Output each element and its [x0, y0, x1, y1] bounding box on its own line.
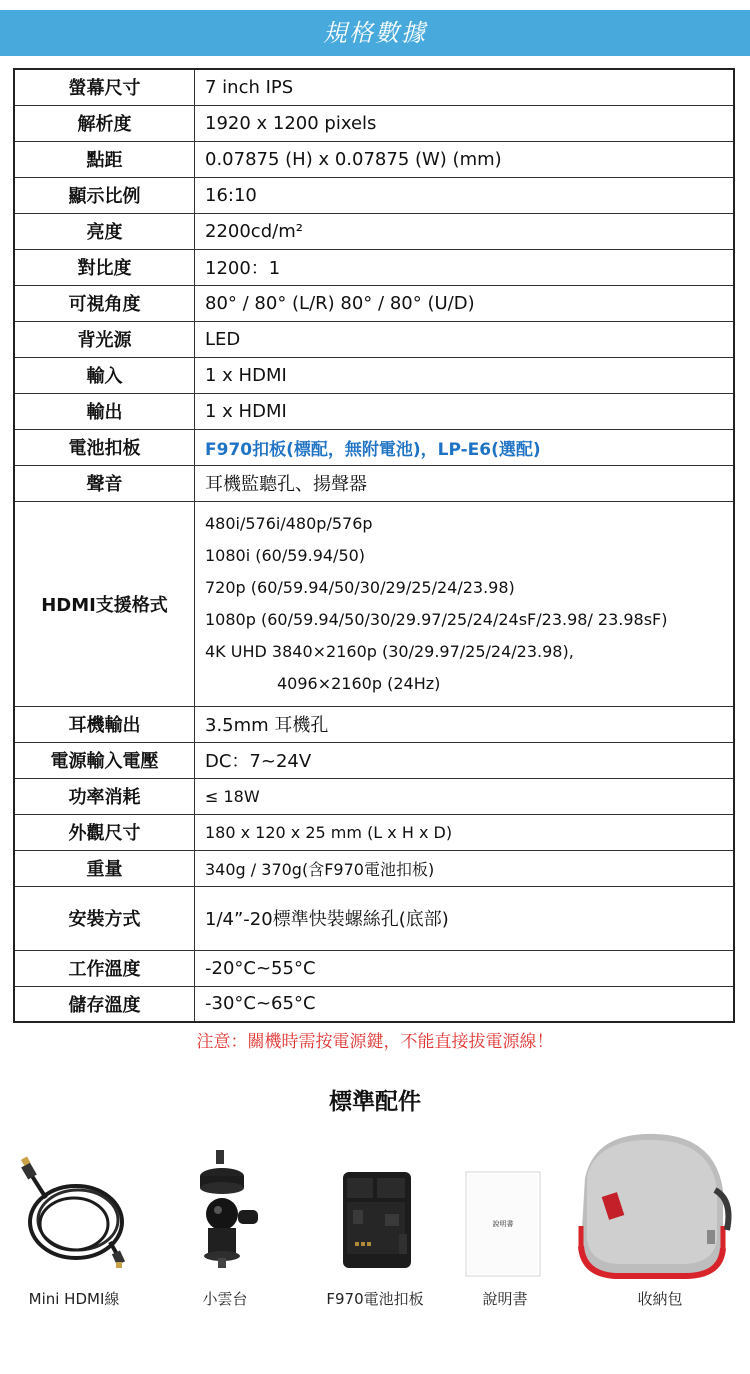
spec-value: DC：7~24V	[195, 742, 735, 778]
cable-icon	[6, 1130, 142, 1280]
page-title: 規格數據	[323, 19, 427, 47]
spec-value: 3.5mm 耳機孔	[195, 706, 735, 742]
spec-label: 解析度	[14, 105, 195, 141]
spec-label: 聲音	[14, 465, 195, 501]
spec-label: 螢幕尺寸	[14, 69, 195, 105]
table-row	[14, 986, 734, 1022]
table-row	[14, 429, 734, 465]
spec-label: 安裝方式	[14, 886, 195, 950]
spec-value: 耳機監聽孔、揚聲器	[195, 465, 735, 501]
accessory-item	[460, 1130, 550, 1310]
accessory-label: 收納包	[637, 1290, 683, 1308]
table-row	[14, 285, 734, 321]
spec-label: 亮度	[14, 213, 195, 249]
spec-value: LED	[195, 321, 735, 357]
spec-value: -30°C~65°C	[195, 986, 735, 1022]
table-row	[14, 69, 734, 105]
spec-value: 80° / 80° (L/R) 80° / 80° (U/D)	[195, 285, 735, 321]
spec-label: 電源輸入電壓	[14, 742, 195, 778]
spec-value: 1920 x 1200 pixels	[195, 105, 735, 141]
spec-label: 功率消耗	[14, 778, 195, 814]
power-notice: 注意：關機時需按電源鍵，不能直接拔電源線！	[196, 1032, 554, 1052]
spec-label: HDMI支援格式	[14, 501, 195, 706]
table-row	[14, 357, 734, 393]
spec-label: 耳機輸出	[14, 706, 195, 742]
hdmi-format-list	[195, 501, 735, 706]
spec-value: 16:10	[195, 177, 735, 213]
spec-label: 背光源	[14, 321, 195, 357]
accessory-item	[6, 1130, 142, 1310]
spec-table	[13, 68, 735, 1023]
spec-label: 對比度	[14, 249, 195, 285]
spec-label: 外觀尺寸	[14, 814, 195, 850]
manual-icon	[460, 1130, 550, 1280]
manual-cover-text: 說明書	[492, 1220, 514, 1228]
battery-plate-icon	[315, 1130, 435, 1280]
spec-value: 2200cd/m²	[195, 213, 735, 249]
hdmi-format: 4096×2160p (24Hz)	[277, 673, 441, 693]
hdmi-format: 4K UHD 3840×2160p (30/29.97/25/24/23.98),	[205, 641, 574, 661]
spec-value: 1 x HDMI	[195, 357, 735, 393]
accessory-label: Mini HDMI線	[28, 1290, 120, 1308]
accessory-label: F970電池扣板	[326, 1290, 424, 1308]
spec-label: 儲存溫度	[14, 986, 195, 1022]
spec-label: 顯示比例	[14, 177, 195, 213]
table-row	[14, 321, 734, 357]
header-banner	[0, 10, 750, 56]
accessory-item	[575, 1130, 745, 1310]
table-row	[14, 393, 734, 429]
spec-value: 7 inch IPS	[195, 69, 735, 105]
spec-label: 點距	[14, 141, 195, 177]
accessory-label: 說明書	[482, 1290, 528, 1308]
spec-value: 180 x 120 x 25 mm (L x H x D)	[195, 814, 735, 850]
spec-label: 電池扣板	[14, 429, 195, 465]
accessory-item	[315, 1130, 435, 1310]
accessory-item	[170, 1130, 280, 1310]
table-row	[14, 177, 734, 213]
spec-value: 0.07875 (H) x 0.07875 (W) (mm)	[195, 141, 735, 177]
table-row	[14, 105, 734, 141]
ball-head-icon	[170, 1130, 280, 1280]
table-row	[14, 141, 734, 177]
table-row	[14, 886, 734, 950]
hdmi-format: 1080p (60/59.94/50/30/29.97/25/24/24sF/23.98/ 23.98sF)	[205, 609, 668, 629]
spec-label: 工作溫度	[14, 950, 195, 986]
table-row	[14, 213, 734, 249]
table-row	[14, 706, 734, 742]
table-row	[14, 465, 734, 501]
hdmi-format: 720p (60/59.94/50/30/29/25/24/23.98)	[205, 577, 515, 597]
spec-value: 1 x HDMI	[195, 393, 735, 429]
spec-value: 340g / 370g(含F970電池扣板)	[195, 850, 735, 886]
accessory-label: 小雲台	[202, 1290, 248, 1308]
table-row	[14, 742, 734, 778]
hdmi-format: 480i/576i/480p/576p	[205, 513, 373, 533]
table-row	[14, 778, 734, 814]
table-row	[14, 814, 734, 850]
hdmi-format: 1080i (60/59.94/50)	[205, 545, 366, 565]
table-row	[14, 501, 734, 706]
table-row	[14, 249, 734, 285]
spec-value: ≤ 18W	[195, 778, 735, 814]
accessories-title: 標準配件	[329, 1089, 421, 1115]
spec-label: 可視角度	[14, 285, 195, 321]
case-icon	[575, 1130, 745, 1280]
spec-value: 1200：1	[195, 249, 735, 285]
spec-value: 1/4”-20標準快裝螺絲孔(底部)	[195, 886, 735, 950]
spec-value: -20°C~55°C	[195, 950, 735, 986]
table-row	[14, 950, 734, 986]
spec-label: 輸出	[14, 393, 195, 429]
table-row	[14, 850, 734, 886]
spec-value-battery-plate: F970扣板(標配，無附電池)，LP-E6(選配)	[195, 429, 735, 465]
spec-label: 重量	[14, 850, 195, 886]
spec-label: 輸入	[14, 357, 195, 393]
